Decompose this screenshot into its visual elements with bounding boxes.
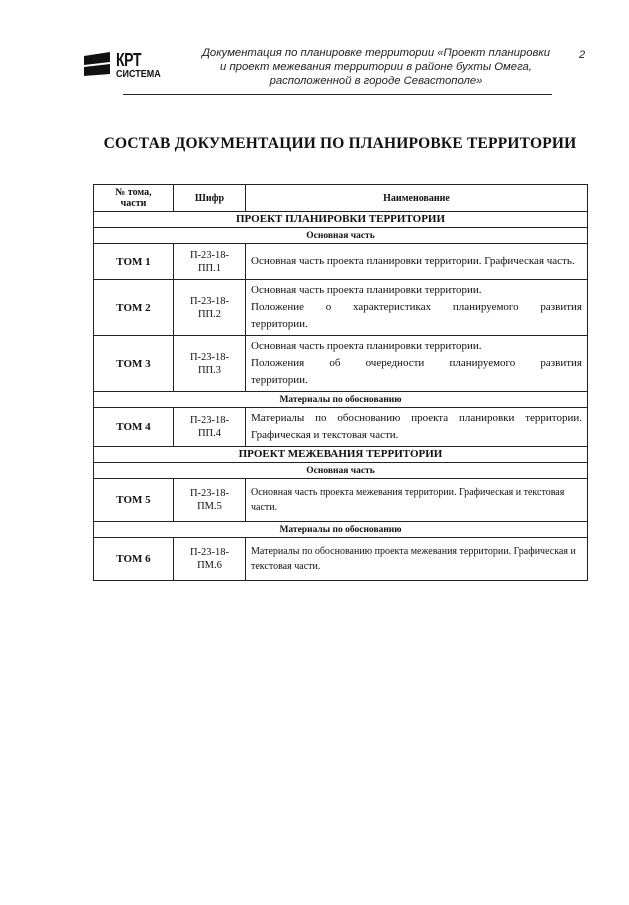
name-cell: Материалы по обоснованию проекта межевания территории. Графическая и текстовая части. <box>246 538 588 581</box>
table-row <box>94 244 588 280</box>
table-row <box>94 538 588 581</box>
running-header <box>178 46 574 88</box>
name-cell: Материалы по обоснованию проекта планировки территории. Графическая и текстовая части. <box>246 408 588 447</box>
name-cell: Основная часть проекта межевания территории. Графическая и текстовая части. <box>246 479 588 522</box>
column-header-name: Наименование <box>246 185 588 212</box>
page-number: 2 <box>579 49 586 61</box>
name-cell: Основная часть проекта планировки территории. Графическая часть. <box>246 244 588 280</box>
logo-text-sistema: СИСТЕМА <box>116 69 161 80</box>
section-heading-surveying: ПРОЕКТ МЕЖЕВАНИЯ ТЕРРИТОРИИ <box>94 447 588 463</box>
table-row <box>94 479 588 522</box>
subsection-substantiation: Материалы по обоснованию <box>94 392 588 408</box>
table-row <box>94 336 588 392</box>
volume-cell: ТОМ 6 <box>94 538 174 581</box>
header-line-2: и проект межевания территории в районе бухты Омега, <box>220 61 532 73</box>
name-cell: Основная часть проекта планировки территории. Положения об очередности планируемого развития территории. <box>246 336 588 392</box>
contents-table <box>93 184 588 581</box>
volume-cell: ТОМ 5 <box>94 479 174 522</box>
cipher-cell: П-23-18- ПМ.6 <box>174 538 246 581</box>
logo-mark-icon <box>82 52 112 78</box>
cipher-cell: П-23-18- ПП.1 <box>174 244 246 280</box>
volume-cell: ТОМ 4 <box>94 408 174 447</box>
subsection-main-part: Основная часть <box>94 463 588 479</box>
name-cell: Основная часть проекта планировки территории. Положение о характеристиках планируемого развития территории. <box>246 280 588 336</box>
cipher-cell: П-23-18- ПП.4 <box>174 408 246 447</box>
header-line-1: Документация по планировке территории «Проект планировки <box>201 47 551 59</box>
table-header-row <box>94 185 588 212</box>
cipher-cell: П-23-18- ПП.3 <box>174 336 246 392</box>
subsection-substantiation: Материалы по обоснованию <box>94 522 588 538</box>
volume-cell: ТОМ 3 <box>94 336 174 392</box>
column-header-cipher: Шифр <box>174 185 246 212</box>
volume-cell: ТОМ 1 <box>94 244 174 280</box>
header-line-3: расположенной в городе Севастополе» <box>269 75 483 87</box>
logo-text-krt: КРТ <box>116 50 142 70</box>
section-heading-planning: ПРОЕКТ ПЛАНИРОВКИ ТЕРРИТОРИИ <box>94 212 588 228</box>
table-row <box>94 408 588 447</box>
subsection-main-part: Основная часть <box>94 228 588 244</box>
volume-cell: ТОМ 2 <box>94 280 174 336</box>
cipher-cell: П-23-18- ПМ.5 <box>174 479 246 522</box>
column-header-volume: № тома, части <box>94 185 174 212</box>
company-logo <box>82 52 162 82</box>
table-row <box>94 280 588 336</box>
header-divider <box>123 94 552 95</box>
document-title: СОСТАВ ДОКУМЕНТАЦИИ ПО ПЛАНИРОВКЕ ТЕРРИТОРИИ <box>103 135 577 152</box>
cipher-cell: П-23-18- ПП.2 <box>174 280 246 336</box>
